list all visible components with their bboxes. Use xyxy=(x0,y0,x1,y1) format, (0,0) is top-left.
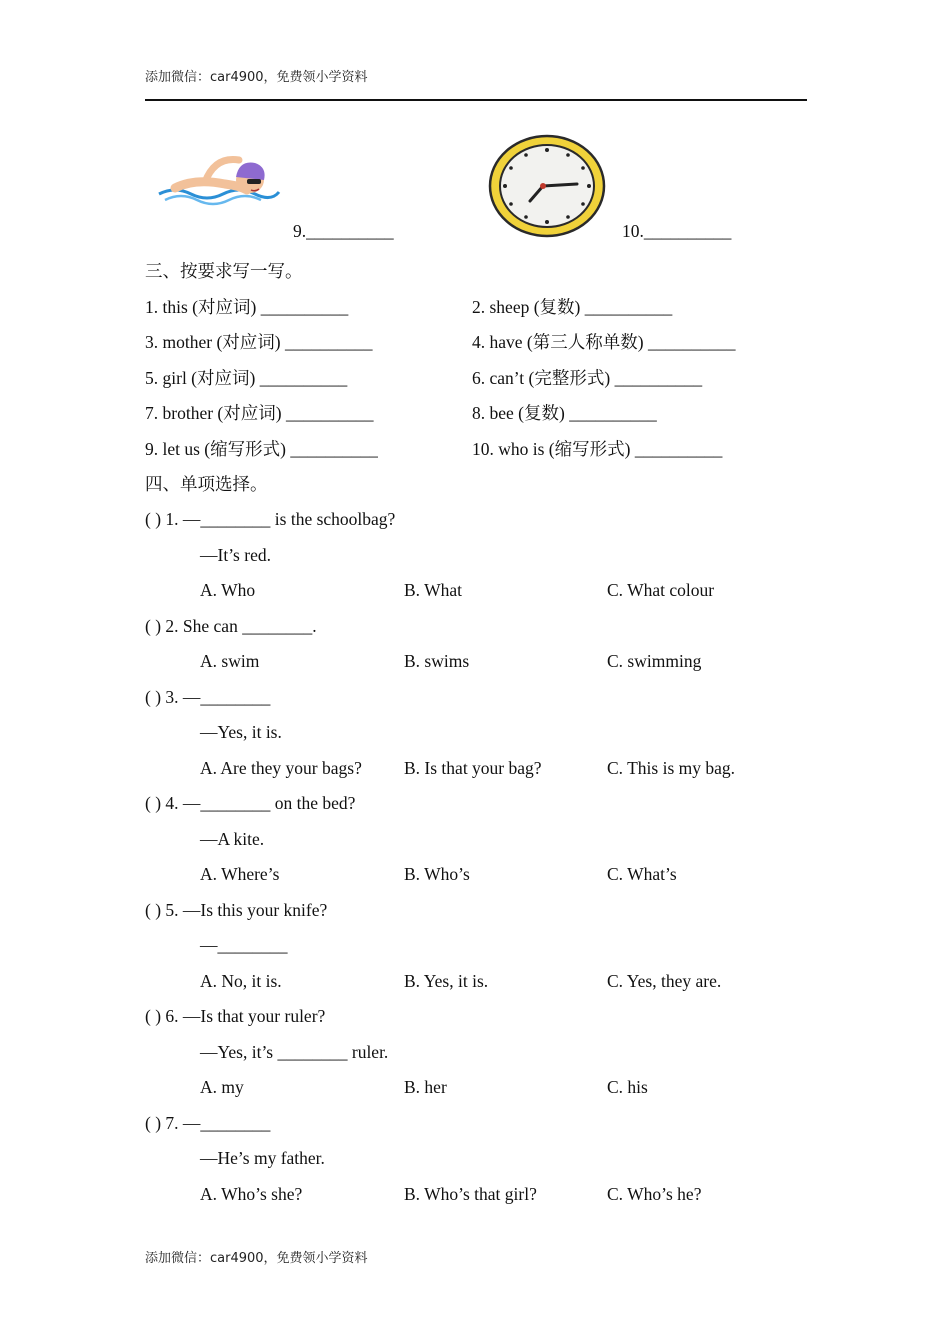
option-c: C. This is my bag. xyxy=(607,758,736,778)
section3-item: 3. mother (对应词) __________ xyxy=(145,332,373,352)
option-b: B. Who’s xyxy=(404,864,470,884)
footer-note: 添加微信：car4900，免费领小学资料 xyxy=(145,1251,368,1266)
option-a: A. Are they your bags? xyxy=(200,758,362,778)
swimmer-icon xyxy=(155,150,283,210)
header-rule xyxy=(145,99,807,101)
section3-item: 8. bee (复数) __________ xyxy=(472,403,657,423)
section3-item: 2. sheep (复数) __________ xyxy=(472,297,673,317)
option-b: B. Is that your bag? xyxy=(404,758,542,778)
option-b: B. her xyxy=(404,1077,447,1097)
option-c: C. his xyxy=(607,1077,648,1097)
option-c: C. What’s xyxy=(607,864,677,884)
question-stem: ( ) 1. —________ is the schoolbag? xyxy=(145,509,396,529)
option-c: C. Yes, they are. xyxy=(607,971,722,991)
option-a: A. my xyxy=(200,1077,244,1097)
option-b: B. Yes, it is. xyxy=(404,971,489,991)
section3-item: 1. this (对应词) __________ xyxy=(145,297,349,317)
option-a: A. No, it is. xyxy=(200,971,282,991)
question-reply: —________ xyxy=(200,935,288,955)
option-c: C. What colour xyxy=(607,580,715,600)
question-stem: ( ) 3. —________ xyxy=(145,687,271,707)
question-stem: ( ) 7. —________ xyxy=(145,1113,271,1133)
section4-title: 四、单项选择。 xyxy=(145,474,268,494)
question-reply: —He’s my father. xyxy=(200,1148,325,1168)
option-c: C. swimming xyxy=(607,651,702,671)
section3-item: 5. girl (对应词) __________ xyxy=(145,368,348,388)
option-c: C. Who’s he? xyxy=(607,1184,702,1204)
clock-icon xyxy=(487,134,607,238)
section3-item: 7. brother (对应词) __________ xyxy=(145,403,374,423)
option-b: B. Who’s that girl? xyxy=(404,1184,537,1204)
option-a: A. Who xyxy=(200,580,256,600)
section3-item: 10. who is (缩写形式) __________ xyxy=(472,439,723,459)
question-reply: —Yes, it is. xyxy=(200,722,282,742)
section3-title: 三、按要求写一写。 xyxy=(145,261,303,281)
option-a: A. swim xyxy=(200,651,260,671)
option-a: A. Where’s xyxy=(200,864,280,884)
option-b: B. swims xyxy=(404,651,470,671)
option-b: B. What xyxy=(404,580,463,600)
question-stem: ( ) 2. She can ________. xyxy=(145,616,317,636)
option-a: A. Who’s she? xyxy=(200,1184,303,1204)
question-reply: —A kite. xyxy=(200,829,265,849)
question-stem: ( ) 5. —Is this your knife? xyxy=(145,900,328,920)
question-stem: ( ) 6. —Is that your ruler? xyxy=(145,1006,326,1026)
picture-label-9: 9.__________ xyxy=(293,221,394,241)
section3-item: 4. have (第三人称单数) __________ xyxy=(472,332,736,352)
question-reply: —It’s red. xyxy=(200,545,271,565)
header-note: 添加微信：car4900，免费领小学资料 xyxy=(145,70,368,85)
question-stem: ( ) 4. —________ on the bed? xyxy=(145,793,356,813)
picture-label-10: 10.__________ xyxy=(622,221,732,241)
section3-item: 9. let us (缩写形式) __________ xyxy=(145,439,378,459)
section3-item: 6. can’t (完整形式) __________ xyxy=(472,368,703,388)
question-reply: —Yes, it’s ________ ruler. xyxy=(200,1042,389,1062)
